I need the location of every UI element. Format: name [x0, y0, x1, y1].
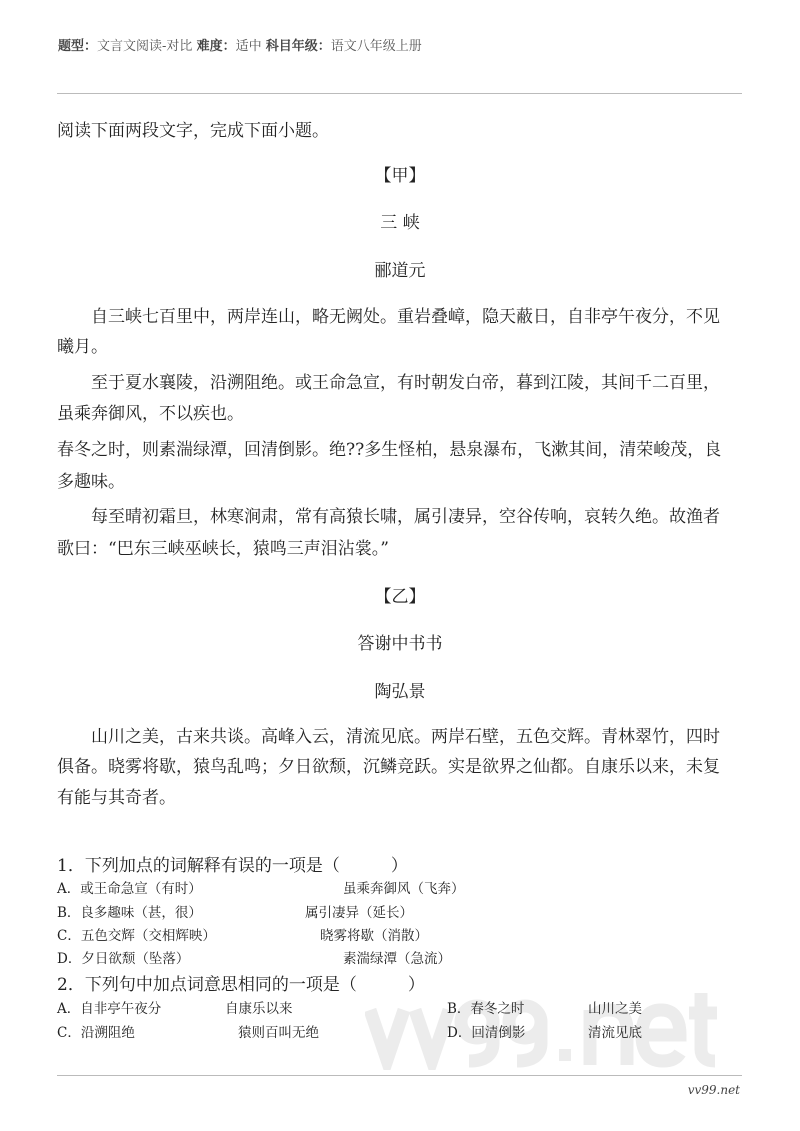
- q1-option: C．五色交辉（交相辉映）: [57, 928, 216, 944]
- q1-option: 晓雾将歇（消散）: [320, 928, 428, 944]
- q2-option: D．回清倒影: [447, 1025, 526, 1041]
- text-a-title: 三 峡: [380, 213, 420, 233]
- text-a-line: 每至晴初霜旦，林寒涧肃，常有高猿长啸，属引凄异，空谷传响，哀转久绝。故渔者: [57, 507, 720, 527]
- q1-option: D．夕日欲颓（坠落）: [57, 951, 190, 967]
- type-label: 题型：: [58, 39, 98, 54]
- difficulty-value: 适中: [235, 39, 262, 54]
- question-2-stem: 2．下列句中加点词意思相同的一项是（ ）: [57, 975, 425, 995]
- text-a-line: 曦月。: [57, 337, 108, 357]
- question-meta: [58, 35, 422, 54]
- text-a-line: 至于夏水襄陵，沿溯阻绝。或王命急宣，有时朝发白帝，暮到江陵，其间千二百里，: [57, 373, 720, 393]
- text-a-line: 虽乘奔御风，不以疾也。: [57, 404, 244, 424]
- q2-option: B．春冬之时: [447, 1001, 525, 1017]
- text-b-title: 答谢中书书: [357, 634, 443, 654]
- q2-option: C．沿溯阻绝: [57, 1025, 135, 1041]
- text-a-line: 春冬之时，则素湍绿潭，回清倒影。绝??多生怪柏，悬泉瀑布，飞漱其间，清荣峻茂，良: [57, 440, 722, 460]
- footer-divider: [57, 1075, 742, 1076]
- q1-option: A．或王命急宣（有时）: [57, 881, 202, 897]
- type-value: 文言文阅读-对比: [97, 39, 193, 54]
- subject-value: 语文八年级上册: [330, 39, 422, 54]
- text-a-line: 多趣味。: [57, 472, 125, 492]
- footer-site: vv99.net: [687, 1083, 740, 1097]
- q1-option: 虽乘奔御风（飞奔）: [343, 881, 465, 897]
- q1-option: B．良多趣味（甚，很）: [57, 905, 202, 921]
- text-b-marker: 【乙】: [374, 587, 426, 607]
- difficulty-label: 难度：: [196, 39, 236, 54]
- text-a-marker: 【甲】: [374, 166, 426, 186]
- text-b-line: 俱备。晓雾将歇，猿鸟乱鸣；夕日欲颓，沉鳞竞跃。实是欲界之仙都。自康乐以来，未复: [57, 757, 720, 777]
- q1-option: 属引凄异（延长）: [305, 905, 413, 921]
- question-1-stem: 1．下列加点的词解释有误的一项是（ ）: [57, 856, 408, 876]
- header-divider: [57, 93, 742, 94]
- q1-option: 素湍绿潭（急流）: [343, 951, 451, 967]
- instruction: 阅读下面两段文字，完成下面小题。: [57, 121, 329, 141]
- q2-option: 清流见底: [588, 1025, 642, 1041]
- q2-option: A．自非亭午夜分: [57, 1001, 162, 1017]
- q2-option: 自康乐以来: [225, 1001, 293, 1017]
- text-a-author: 郦道元: [374, 261, 426, 281]
- q2-option: 猿则百叫无绝: [238, 1025, 319, 1041]
- text-a-line: 歌曰：“巴东三峡巫峡长，猿鸣三声泪沾裳。”: [57, 539, 389, 559]
- text-b-author: 陶弘景: [374, 682, 426, 702]
- text-b-line: 山川之美，古来共谈。高峰入云，清流见底。两岸石壁，五色交辉。青林翠竹，四时: [57, 727, 720, 747]
- subject-label: 科目年级：: [265, 39, 331, 54]
- text-a-line: 自三峡七百里中，两岸连山，略无阙处。重岩叠嶂，隐天蔽日，自非亭午夜分，不见: [57, 307, 720, 327]
- watermark: [365, 985, 725, 1070]
- q2-option: 山川之美: [588, 1001, 642, 1017]
- text-b-line: 有能与其奇者。: [57, 788, 176, 808]
